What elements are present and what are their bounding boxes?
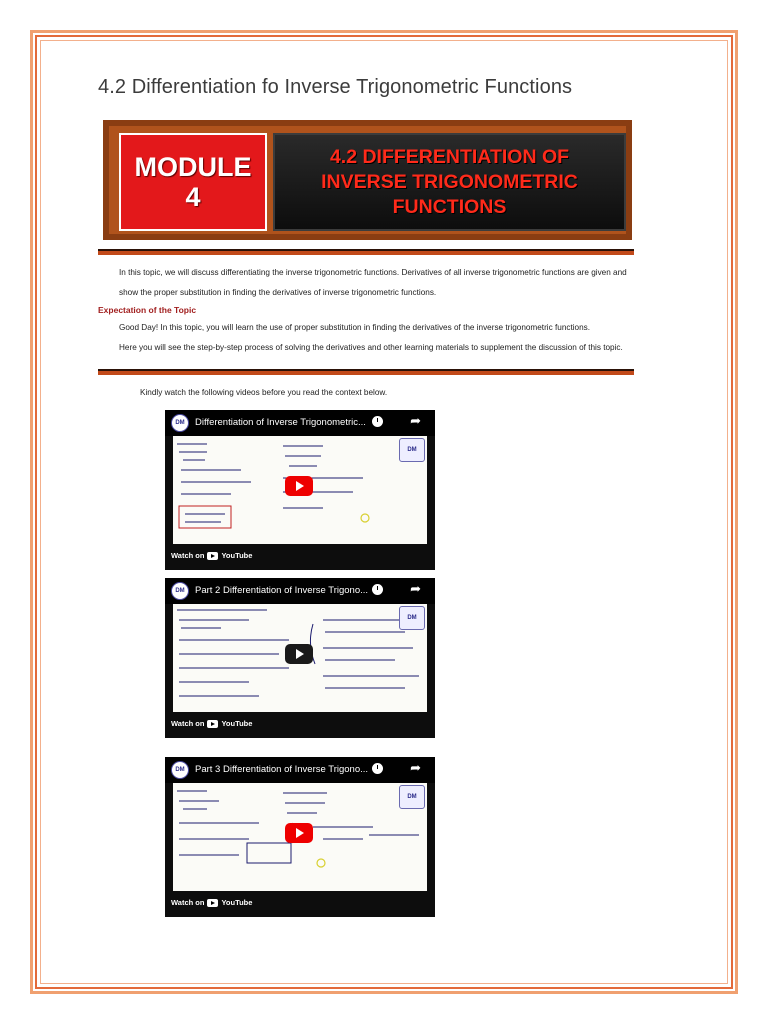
youtube-icon xyxy=(207,720,218,728)
expectation-text-line-2: Here you will see the step-by-step process of solving the derivatives and other learning materials to supplement the discussion of this topic. xyxy=(119,343,623,352)
module-number: 4 xyxy=(185,182,201,212)
video-embed-3[interactable] xyxy=(165,757,435,917)
share-icon[interactable]: ➦ xyxy=(410,413,421,428)
module-title-line-2: INVERSE TRIGONOMETRIC xyxy=(321,170,578,193)
video-header-2 xyxy=(165,578,435,604)
watch-on-youtube-link-3[interactable] xyxy=(171,898,252,907)
play-button-3[interactable] xyxy=(285,823,313,843)
video-title-2[interactable]: Part 2 Differentiation of Inverse Trigono... xyxy=(195,585,369,596)
expectation-text-line-1: Good Day! In this topic, you will learn the use of proper substitution in finding the derivatives of the inverse trigonometric functions. xyxy=(119,323,591,332)
banner-panel xyxy=(109,126,626,234)
watch-later-icon[interactable] xyxy=(372,584,383,595)
video-title-1[interactable]: Differentiation of Inverse Trigonometric... xyxy=(195,417,366,428)
module-banner xyxy=(103,120,632,240)
video-embed-2[interactable] xyxy=(165,578,435,738)
watch-on-youtube-link-2[interactable] xyxy=(171,719,252,728)
intro-text-line-1: In this topic, we will discuss differentiating the inverse trigonometric functions. Derivatives of all inverse trigonometric functions are given and xyxy=(119,268,627,277)
video-footer-2 xyxy=(165,712,435,738)
videos-intro-text: Kindly watch the following videos before you read the context below. xyxy=(140,388,388,397)
watch-on-youtube-link-1[interactable] xyxy=(171,551,252,560)
youtube-label: YouTube xyxy=(221,551,253,560)
channel-badge-2: DM xyxy=(399,606,425,630)
intro-text-line-2: show the proper substitution in finding the derivatives of inverse trigonometric functions. xyxy=(119,288,437,297)
channel-logo-2[interactable]: DM xyxy=(171,582,189,600)
watch-on-label: Watch on xyxy=(171,551,205,560)
video-title-3[interactable]: Part 3 Differentiation of Inverse Trigono... xyxy=(195,764,369,775)
channel-badge-3: DM xyxy=(399,785,425,809)
page-title: 4.2 Differentiation fo Inverse Trigonometric Functions xyxy=(98,76,573,98)
divider-top xyxy=(98,249,634,255)
module-title-line-3: FUNCTIONS xyxy=(392,195,507,218)
video-footer-1 xyxy=(165,544,435,570)
play-button-1[interactable] xyxy=(285,476,313,496)
youtube-icon xyxy=(207,899,218,907)
module-label: MODULE xyxy=(134,152,252,182)
watch-on-label: Watch on xyxy=(171,719,205,728)
watch-later-icon[interactable] xyxy=(372,416,383,427)
watch-later-icon[interactable] xyxy=(372,763,383,774)
expectation-heading: Expectation of the Topic xyxy=(98,305,197,315)
channel-badge-1: DM xyxy=(399,438,425,462)
module-number-box xyxy=(119,133,267,231)
video-header-3 xyxy=(165,757,435,783)
video-embed-1[interactable] xyxy=(165,410,435,570)
module-title-box xyxy=(273,133,626,231)
share-icon[interactable]: ➦ xyxy=(410,581,421,596)
watch-on-label: Watch on xyxy=(171,898,205,907)
divider-bottom xyxy=(98,369,634,375)
play-button-2[interactable] xyxy=(285,644,313,664)
video-header-1 xyxy=(165,410,435,436)
youtube-icon xyxy=(207,552,218,560)
video-footer-3 xyxy=(165,891,435,917)
channel-logo-1[interactable]: DM xyxy=(171,414,189,432)
youtube-label: YouTube xyxy=(221,719,253,728)
channel-logo-3[interactable]: DM xyxy=(171,761,189,779)
youtube-label: YouTube xyxy=(221,898,253,907)
share-icon[interactable]: ➦ xyxy=(410,760,421,775)
module-title-line-1: 4.2 DIFFERENTIATION OF xyxy=(329,145,570,168)
